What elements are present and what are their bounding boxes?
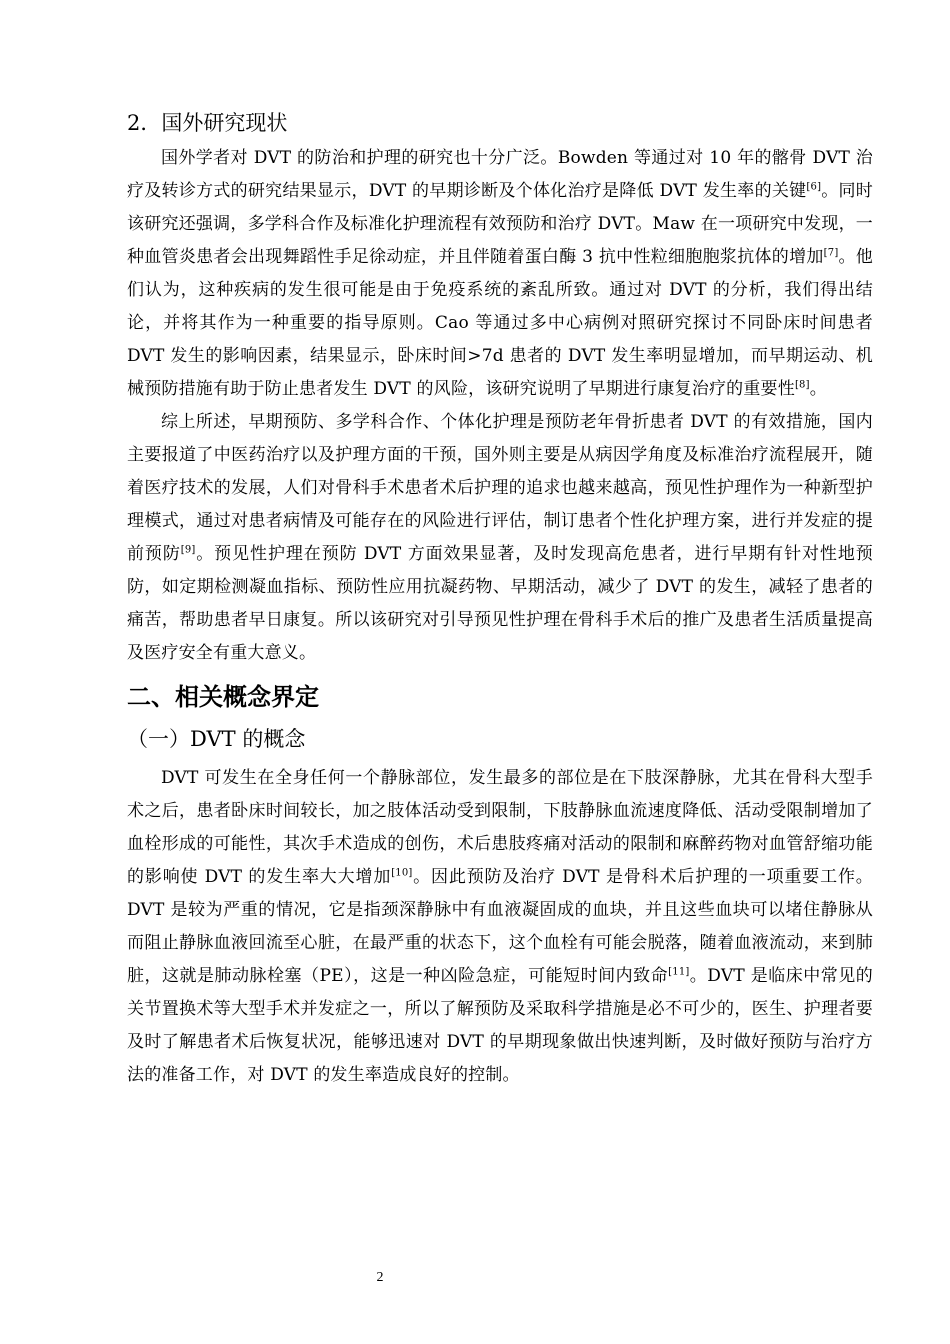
citation-6: [6] <box>806 181 822 193</box>
citation-11: [11] <box>668 966 690 978</box>
text-run: 。因此预防及治疗 DVT 是骨科术后护理的一项重要工作。DVT 是较为严重的情况，它是指颈深静脉中有血液凝固成的血块，并且这些血块可以堵住静脉从而阻止静脉血液回流至心脏，在最严重的状态下，这个血栓有可能会脱落，随着血液流动，来到肺脏，这就是肺动脉栓塞（PE），这是一种凶险急症，可能短时间内致命 <box>127 867 873 986</box>
paragraph-dvt-concept <box>127 762 873 1092</box>
text-run: 。同时该研究还强调，多学科合作及标准化护理流程有效预防和治疗 DVT。Maw 在一项研究中发现，一种血管炎患者会出现舞蹈性手足徐动症，并且伴随着蛋白酶 3 抗中性粒细胞胞浆抗体的增加 <box>127 181 873 267</box>
citation-7: [7] <box>823 247 839 259</box>
section-heading-foreign-research: 2．国外研究现状 <box>127 111 288 135</box>
paragraph-summary <box>127 406 873 670</box>
text-run: DVT 可发生在全身任何一个静脉部位，发生最多的部位是在下肢深静脉，尤其在骨科大型手术之后，患者卧床时间较长，加之肢体活动受到限制，下肢静脉血流速度降低、活动受限制增加了血栓形成的可能性，其次手术造成的创伤，术后患肢疼痛对活动的限制和麻醉药物对血管舒缩功能的影响使 DVT 的发生率大大增加 <box>127 768 873 887</box>
page-number: 2 <box>376 1270 384 1285</box>
citation-9: [9] <box>180 544 196 556</box>
subsection-heading-dvt-concept: （一）DVT 的概念 <box>127 727 306 751</box>
text-run: 。预见性护理在预防 DVT 方面效果显著，及时发现高危患者，进行早期有针对性地预防，如定期检测凝血指标、预防性应用抗凝药物、早期活动，减少了 DVT 的发生，减轻了患者的痛苦，帮助患者早日康复。所以该研究对引导预见性护理在骨科手术后的推广及患者生活质量提高及医疗安全有重大意义。 <box>127 544 873 663</box>
text-run: 。他们认为，这种疾病的发生很可能是由于免疫系统的紊乱所致。通过对 DVT 的分析，我们得出结论，并将其作为一种重要的指导原则。Cao 等通过多中心病例对照研究探讨不同卧床时间患者 DVT 发生的影响因素，结果显示，卧床时间>7d 患者的 DVT 发生率明显增加，而早期运动、机械预防措施有助于防止患者发生 DVT 的风险，该研究说明了早期进行康复治疗的重要性 <box>127 247 873 399</box>
page-content <box>127 100 873 1092</box>
text-run: 国外学者对 DVT 的防治和护理的研究也十分广泛。Bowden 等通过对 10 年的髂骨 DVT 治疗及转诊方式的研究结果显示，DVT 的早期诊断及个体化治疗是降低 DVT 发生率的关键 <box>127 148 873 201</box>
citation-10: [10] <box>391 867 413 879</box>
text-run: 综上所述，早期预防、多学科合作、个体化护理是预防老年骨折患者 DVT 的有效措施，国内主要报道了中医药治疗以及护理方面的干预，国外则主要是从病因学角度及标准治疗流程展开，随着医疗技术的发展，人们对骨科手术患者术后护理的追求也越来越高，预见性护理作为一种新型护理模式，通过对患者病情及可能存在的风险进行评估，制订患者个性化护理方案，进行并发症的提前预防 <box>127 412 873 564</box>
citation-8: [8] <box>794 379 810 391</box>
text-run: 。DVT 是临床中常见的关节置换术等大型手术并发症之一，所以了解预防及采取科学措施是必不可少的，医生、护理者要及时了解患者术后恢复状况，能够迅速对 DVT 的早期现象做出快速判断，及时做好预防与治疗方法的准备工作，对 DVT 的发生率造成良好的控制。 <box>127 966 873 1085</box>
text-run: 。 <box>809 379 827 399</box>
chapter-heading-concepts: 二、相关概念界定 <box>127 682 319 711</box>
paragraph-foreign-research <box>127 142 873 406</box>
